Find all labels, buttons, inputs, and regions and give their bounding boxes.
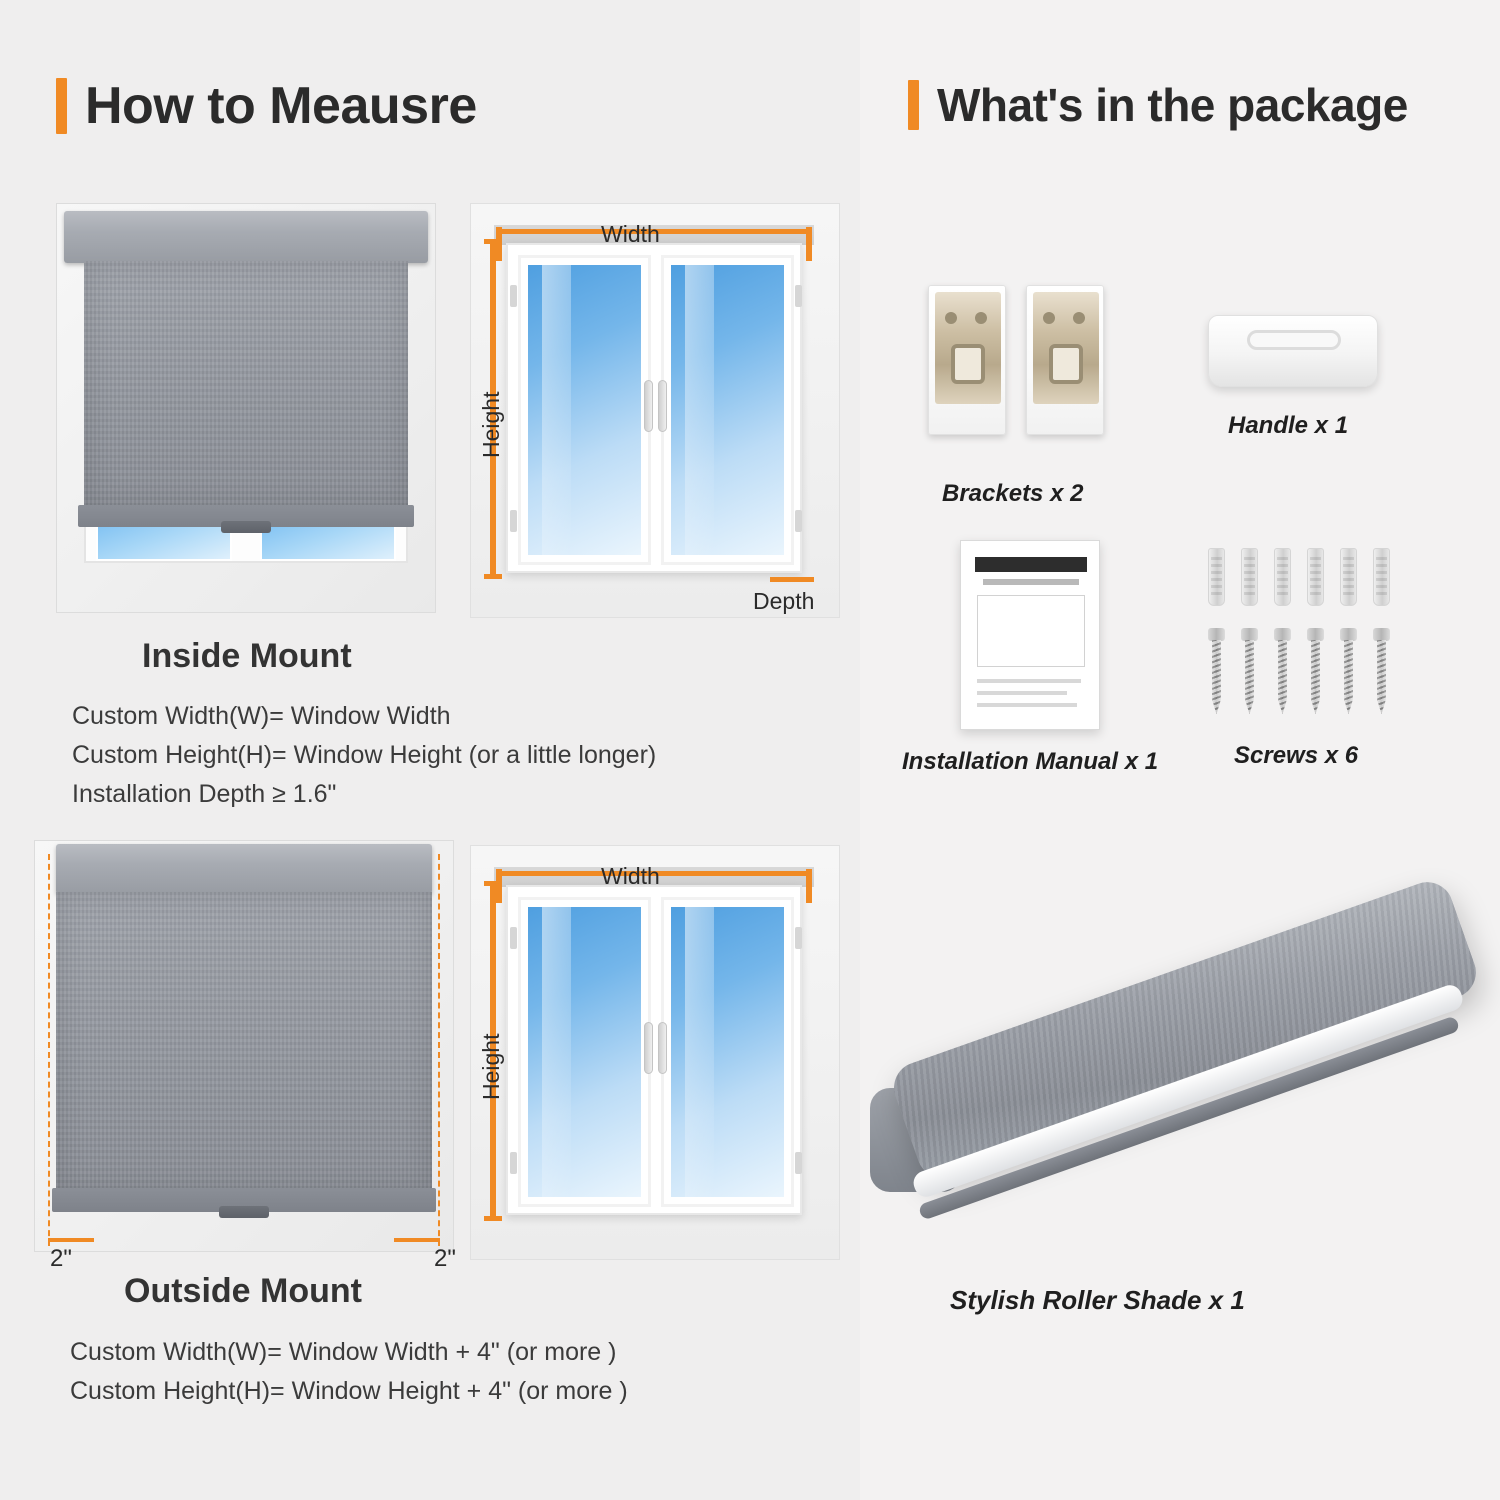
- wall-anchor-6: [1373, 548, 1390, 606]
- height-tick-bottom: [484, 1216, 502, 1221]
- window-handle-left: [644, 380, 653, 432]
- package-title: What's in the package: [937, 79, 1408, 131]
- overhang-measure-right: [394, 1238, 440, 1242]
- manual-cover-subtitle: [983, 579, 1079, 585]
- bracket-screw-hole-2: [1073, 312, 1085, 324]
- inside-mount-line-1: Custom Width(W)= Window Width: [72, 702, 451, 730]
- shade-fabric: [84, 261, 408, 509]
- wall-anchor-4: [1307, 548, 1324, 606]
- outside-mount-measure-diagram: [470, 845, 840, 1260]
- accent-bar: [908, 80, 919, 130]
- window-pane-right: [260, 521, 396, 561]
- wall-anchor-5: [1340, 548, 1357, 606]
- bracket-screw-hole-1: [1043, 312, 1055, 324]
- depth-measure-line: [770, 577, 814, 582]
- hinge-bottom-left: [510, 510, 517, 532]
- manual-cover-figure: [977, 595, 1085, 667]
- brackets-label: Brackets x 2: [942, 480, 1084, 507]
- wall-anchor-2: [1241, 548, 1258, 606]
- overhang-measure-left: [48, 1238, 94, 1242]
- window-glass-right: [671, 265, 784, 555]
- window-pane-left: [96, 521, 232, 561]
- shade-fabric: [56, 892, 432, 1192]
- wall-anchor-3: [1274, 548, 1291, 606]
- window-frame: [506, 243, 802, 573]
- window-glass-left: [528, 907, 641, 1197]
- hinge-top-left: [510, 285, 517, 307]
- hinge-bottom-right: [795, 1152, 802, 1174]
- package-heading: [908, 80, 1408, 130]
- head-rail: [56, 844, 432, 894]
- window-sash-left: [518, 897, 651, 1207]
- screws-label: Screws x 6: [1234, 742, 1359, 769]
- screw-3: [1274, 628, 1291, 714]
- outside-mount-title: Outside Mount: [124, 1272, 362, 1310]
- label-width: Width: [601, 221, 660, 247]
- package-contents-panel: [860, 0, 1500, 1500]
- screw-2: [1241, 628, 1258, 714]
- bracket-slot: [951, 344, 985, 384]
- inside-mount-shade-illustration: [56, 203, 436, 613]
- outside-mount-instructions: [70, 1333, 628, 1411]
- height-tick-bottom: [484, 574, 502, 579]
- window-handle-right: [658, 1022, 667, 1074]
- label-overhang-left: 2": [50, 1245, 72, 1272]
- hinge-bottom-left: [510, 1152, 517, 1174]
- screw-5: [1340, 628, 1357, 714]
- hinge-bottom-right: [795, 510, 802, 532]
- hinge-top-left: [510, 927, 517, 949]
- overhang-guide-left: [48, 854, 50, 1246]
- pull-handle: [219, 1206, 269, 1218]
- hinge-top-right: [795, 927, 802, 949]
- installation-manual-item: [960, 540, 1100, 730]
- bracket-item-1: [928, 285, 1006, 435]
- outside-mount-line-2: Custom Height(H)= Window Height + 4" (or more ): [70, 1376, 628, 1405]
- inside-mount-instructions: [72, 697, 656, 813]
- hinge-top-right: [795, 285, 802, 307]
- window-glass-right: [671, 907, 784, 1197]
- manual-text-line-3: [977, 703, 1077, 707]
- handle-grip: [1247, 330, 1341, 350]
- handle-item: [1208, 315, 1378, 387]
- accent-bar: [56, 78, 67, 134]
- head-rail: [64, 211, 428, 263]
- label-height: Height: [478, 1033, 504, 1100]
- height-tick-top: [484, 239, 502, 244]
- overhang-guide-right: [438, 854, 440, 1246]
- inside-mount-measure-diagram: [470, 203, 840, 618]
- inside-mount-line-2: Custom Height(H)= Window Height (or a little longer): [72, 740, 657, 769]
- wall-anchor-1: [1208, 548, 1225, 606]
- installation-manual-label: Installation Manual x 1: [902, 748, 1159, 775]
- inside-mount-title: Inside Mount: [142, 637, 352, 675]
- window-sash-left: [518, 255, 651, 565]
- label-width: Width: [601, 863, 660, 889]
- how-to-measure-heading: [56, 78, 477, 134]
- height-tick-top: [484, 881, 502, 886]
- manual-text-line-2: [977, 691, 1067, 695]
- page-title: How to Meausre: [85, 77, 477, 135]
- bracket-screw-hole-2: [975, 312, 987, 324]
- window-sash-right: [661, 897, 794, 1207]
- outside-mount-line-1: Custom Width(W)= Window Width + 4" (or more ): [70, 1338, 617, 1366]
- label-height: Height: [478, 391, 504, 458]
- manual-cover-title: [975, 557, 1087, 572]
- roller-shade-label: Stylish Roller Shade x 1: [950, 1285, 1245, 1315]
- screw-4: [1307, 628, 1324, 714]
- bracket-item-2: [1026, 285, 1104, 435]
- label-depth: Depth: [753, 588, 815, 614]
- bracket-slot: [1049, 344, 1083, 384]
- window-sash-right: [661, 255, 794, 565]
- handle-label: Handle x 1: [1228, 412, 1349, 439]
- inside-mount-line-3: Installation Depth ≥ 1.6": [72, 779, 337, 808]
- roller-shade-product: [880, 930, 1480, 1230]
- screw-6: [1373, 628, 1390, 714]
- label-overhang-right: 2": [434, 1245, 456, 1272]
- window-handle-left: [644, 1022, 653, 1074]
- pull-handle: [221, 521, 271, 533]
- manual-text-line-1: [977, 679, 1081, 683]
- window-glass-left: [528, 265, 641, 555]
- window-handle-right: [658, 380, 667, 432]
- bracket-screw-hole-1: [945, 312, 957, 324]
- window-frame: [506, 885, 802, 1215]
- screw-1: [1208, 628, 1225, 714]
- outside-mount-shade-illustration: [34, 840, 456, 1272]
